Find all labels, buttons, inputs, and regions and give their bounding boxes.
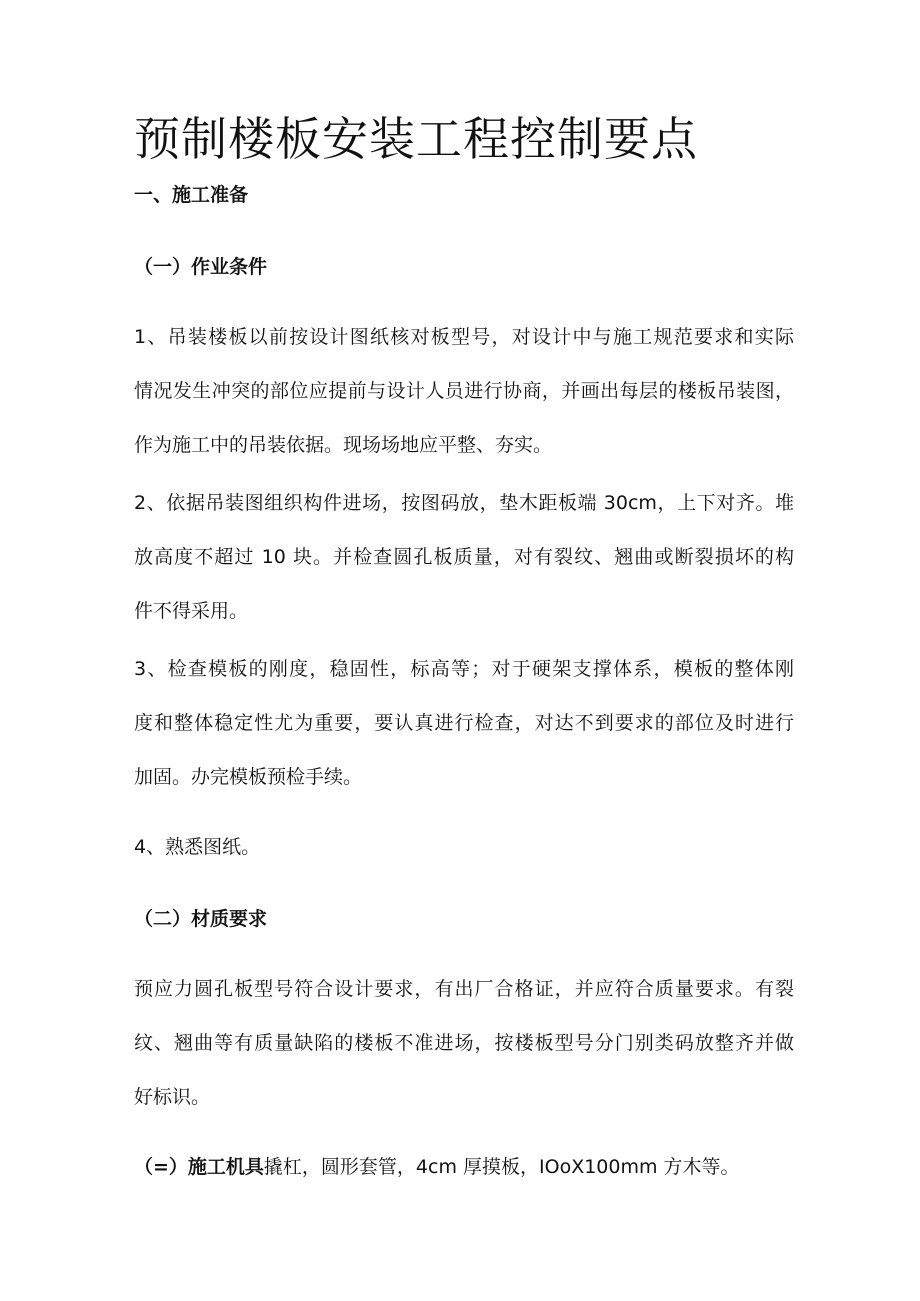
paragraph-line: 4、熟悉图纸。 [134, 836, 261, 858]
paragraph-line: 放高度不超过 10 块。并检查圆孔板质量，对有裂纹、翘曲或断裂损坏的构 [134, 546, 794, 568]
paragraph-line: 件不得采用。 [134, 600, 249, 622]
paragraph-line: 加固。办完模板预检手续。 [134, 766, 363, 788]
section-heading-construction-prep: 一、施工准备 [134, 184, 249, 206]
paragraph-line: 2、依据吊装图组织构件进场，按图码放，垫木距板端 30cm，上下对齐。堆 [134, 492, 794, 514]
paragraph-line: 预应力圆孔板型号符合设计要求，有出厂合格证，并应符合质量要求。有裂 [134, 978, 794, 1000]
paragraph-line: 好标识。 [134, 1086, 211, 1108]
page-title: 预制楼板安装工程控制要点 [134, 112, 698, 166]
paragraph-line: 作为施工中的吊装依据。现场场地应平整、夯实。 [134, 434, 553, 456]
paragraph-item-2 [134, 476, 794, 638]
subsection-heading-material-requirements: （二）材质要求 [134, 908, 268, 930]
construction-tools-text: 撬杠，圆形套管，4cm 厚摸板，IOoX100mm 方木等。 [263, 1156, 740, 1178]
paragraph-construction-tools [134, 1152, 740, 1182]
subsection-heading-construction-tools: （=）施工机具 [134, 1156, 264, 1178]
paragraph-item-3 [134, 642, 794, 804]
paragraph-material-requirements [134, 962, 794, 1124]
subsection-heading-work-conditions: （一）作业条件 [134, 256, 268, 278]
paragraph-line: 1、吊装楼板以前按设计图纸核对板型号，对设计中与施工规范要求和实际 [134, 326, 794, 348]
paragraph-item-4 [134, 820, 794, 874]
paragraph-item-1 [134, 310, 794, 472]
paragraph-line: 纹、翘曲等有质量缺陷的楼板不准进场，按楼板型号分门别类码放整齐并做 [134, 1032, 794, 1054]
paragraph-line: 度和整体稳定性尤为重要，要认真进行检查，对达不到要求的部位及时进行 [134, 712, 794, 734]
paragraph-line: 3、检查模板的刚度，稳固性，标高等；对于硬架支撑体系，模板的整体刚 [134, 658, 794, 680]
paragraph-line: 情况发生冲突的部位应提前与设计人员进行协商，并画出每层的楼板吊装图， [134, 380, 794, 402]
